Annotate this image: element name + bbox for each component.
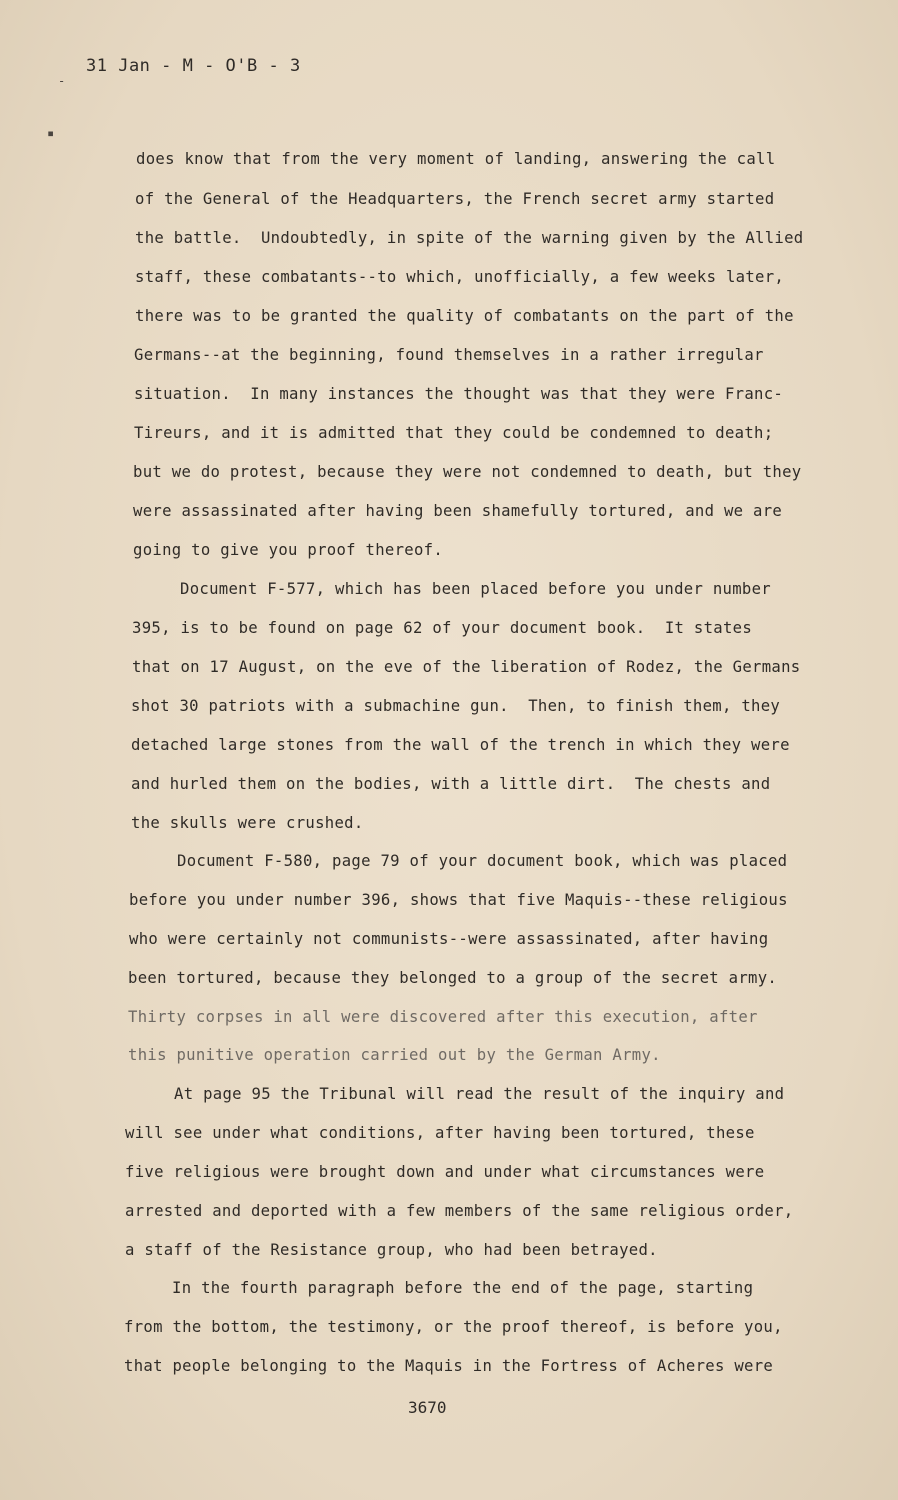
text-line: been tortured, because they belonged to a group of the secret army. bbox=[128, 969, 778, 987]
text-line: At page 95 the Tribunal will read the result of the inquiry and bbox=[174, 1085, 785, 1103]
text-line: five religious were brought down and under what circumstances were bbox=[125, 1163, 765, 1181]
text-line: situation. In many instances the thought was that they were Franc- bbox=[134, 385, 784, 403]
page-header: 31 Jan - M - O'B - 3 bbox=[86, 56, 301, 76]
text-line: detached large stones from the wall of the trench in which they were bbox=[131, 736, 790, 754]
text-line: Tireurs, and it is admitted that they could be condemned to death; bbox=[134, 424, 774, 442]
text-line: Germans--at the beginning, found themselves in a rather irregular bbox=[134, 346, 764, 364]
text-line: this punitive operation carried out by the German Army. bbox=[128, 1046, 661, 1064]
text-line: that on 17 August, on the eve of the liberation of Rodez, the Germans bbox=[132, 658, 801, 676]
text-line: does know that from the very moment of landing, answering the call bbox=[136, 150, 776, 168]
text-line: staff, these combatants--to which, unofficially, a few weeks later, bbox=[135, 268, 785, 286]
text-line: the battle. Undoubtedly, in spite of the warning given by the Allied bbox=[135, 229, 804, 247]
text-line: Thirty corpses in all were discovered after this execution, after bbox=[128, 1008, 758, 1026]
margin-mark: - bbox=[58, 74, 66, 88]
text-line: shot 30 patriots with a submachine gun. Then, to finish them, they bbox=[131, 697, 781, 715]
text-line: a staff of the Resistance group, who had been betrayed. bbox=[125, 1241, 658, 1259]
text-line: that people belonging to the Maquis in the Fortress of Acheres were bbox=[124, 1357, 774, 1375]
text-line: will see under what conditions, after having been tortured, these bbox=[125, 1124, 755, 1142]
text-line: In the fourth paragraph before the end of the page, starting bbox=[172, 1279, 754, 1297]
text-line: the skulls were crushed. bbox=[131, 814, 364, 832]
text-line: arrested and deported with a few members of the same religious order, bbox=[125, 1202, 794, 1220]
text-line: there was to be granted the quality of combatants on the part of the bbox=[135, 307, 794, 325]
text-line: 395, is to be found on page 62 of your document book. It states bbox=[132, 619, 753, 637]
text-line: Document F-580, page 79 of your document book, which was placed bbox=[177, 852, 788, 870]
page-number: 3670 bbox=[408, 1398, 447, 1417]
text-line: Document F-577, which has been placed before you under number bbox=[180, 580, 771, 598]
text-line: before you under number 396, shows that five Maquis--these religious bbox=[129, 891, 788, 909]
text-line: but we do protest, because they were not condemned to death, but they bbox=[133, 463, 802, 481]
text-line: going to give you proof thereof. bbox=[133, 541, 444, 559]
text-line: and hurled them on the bodies, with a little dirt. The chests and bbox=[131, 775, 771, 793]
text-line: who were certainly not communists--were assassinated, after having bbox=[129, 930, 769, 948]
margin-mark: ▪ bbox=[47, 126, 55, 140]
text-line: of the General of the Headquarters, the French secret army started bbox=[135, 190, 775, 208]
text-line: from the bottom, the testimony, or the proof thereof, is before you, bbox=[124, 1318, 783, 1336]
text-line: were assassinated after having been shamefully tortured, and we are bbox=[133, 502, 783, 520]
